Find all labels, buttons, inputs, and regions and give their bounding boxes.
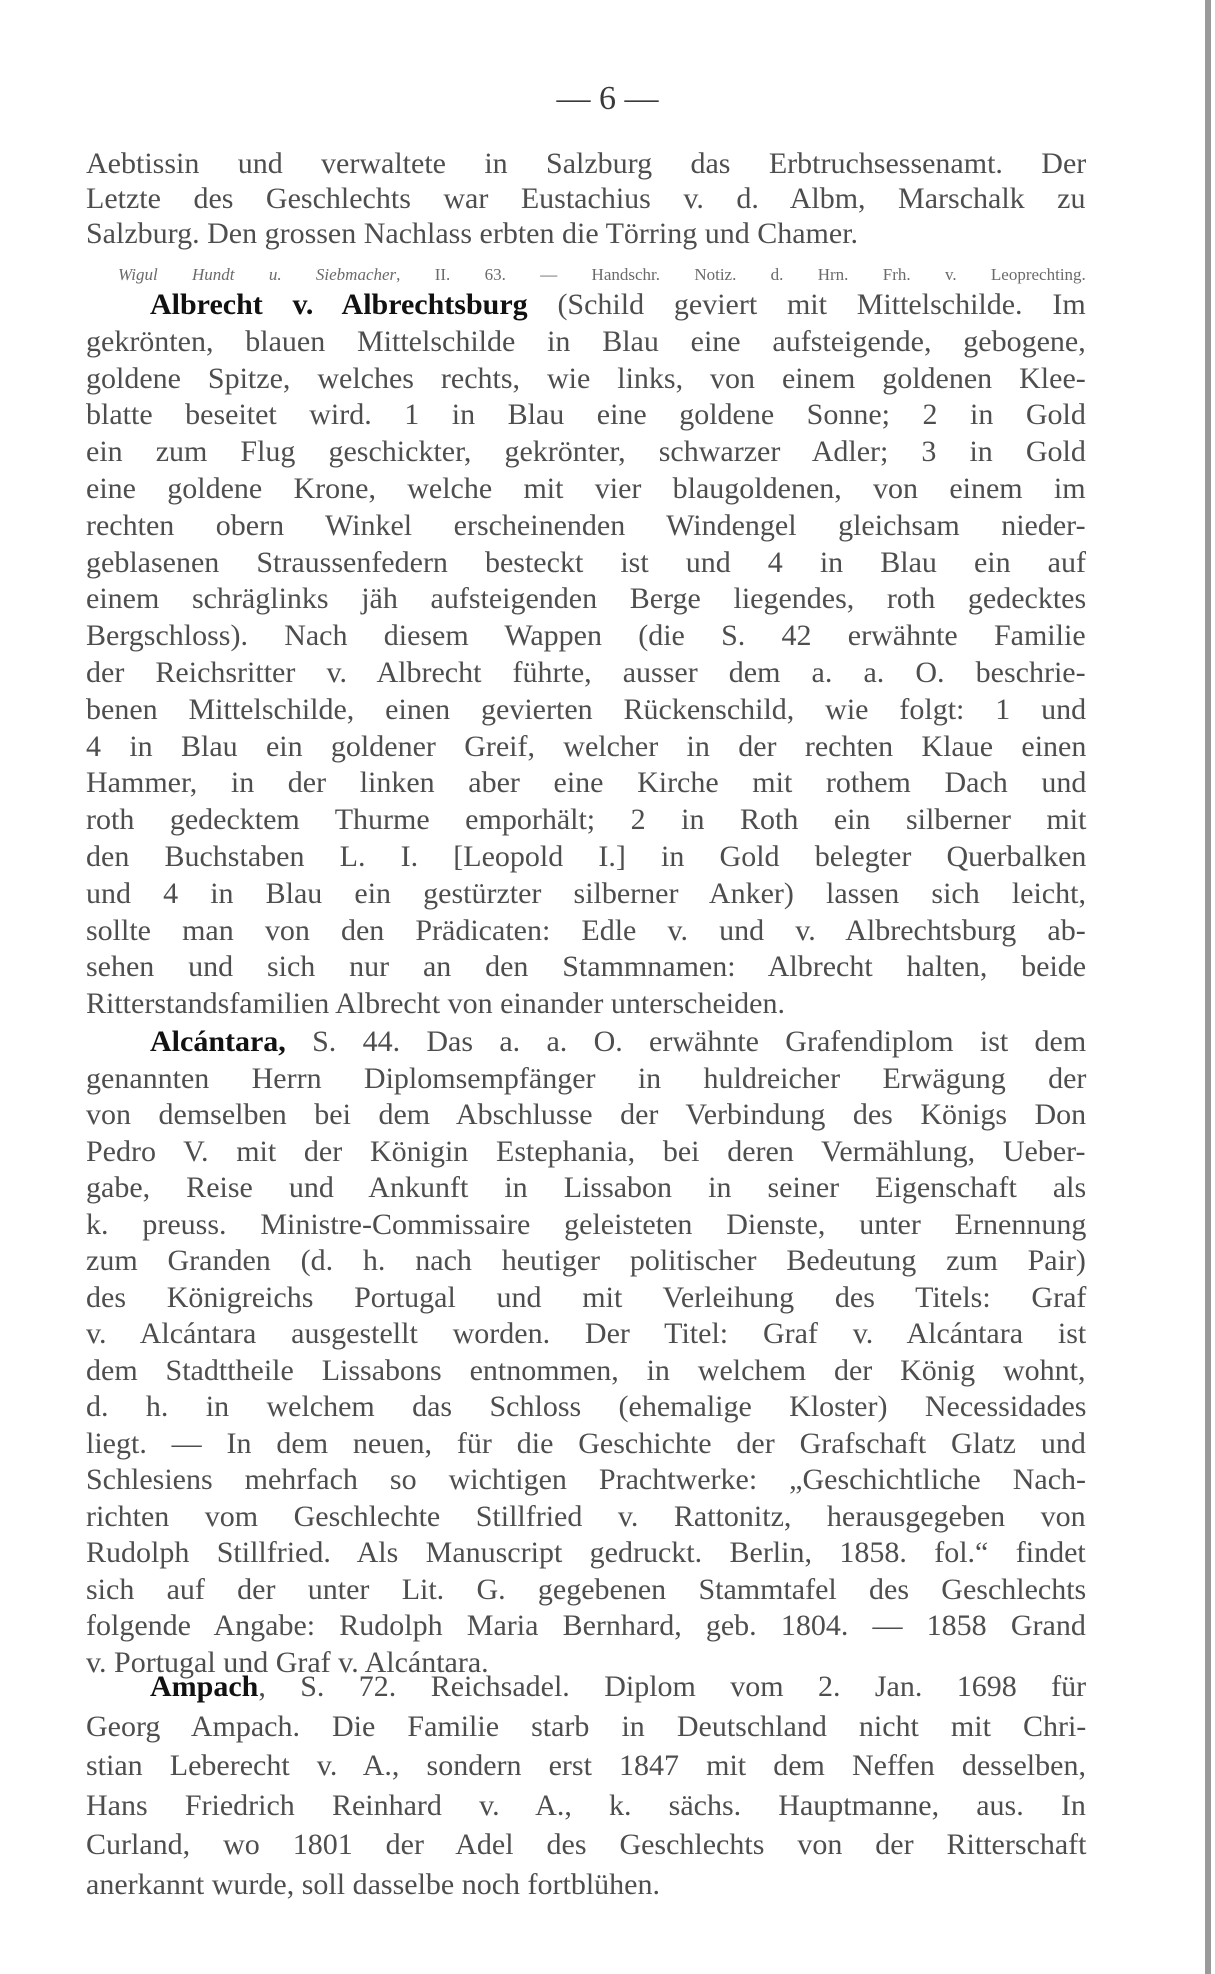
text-line	[86, 1827, 1086, 1863]
line-text: einem schräglinks jäh aufsteigenden Berge liegendes, roth gedecktes	[86, 582, 1087, 616]
text-line	[86, 581, 1086, 617]
text-line	[86, 1426, 1086, 1462]
text-line	[86, 913, 1086, 949]
line-text: ein zum Flug geschickter, gekrönter, schwarzer Adler; 3 in Gold	[86, 435, 1086, 469]
text-line	[86, 471, 1086, 507]
line-text: liegt. — In dem neuen, für die Geschichte der Grafschaft Glatz und	[86, 1426, 1086, 1460]
text-line	[86, 1462, 1086, 1498]
line-text: 4 in Blau ein goldener Greif, welcher in der rechten Klaue einen	[86, 729, 1087, 763]
entry-headword: Alcántara,	[150, 1025, 286, 1058]
text-line	[86, 1608, 1086, 1644]
line-text: genannten Herrn Diplomsempfänger in huldreicher Erwägung der	[86, 1061, 1087, 1095]
line-text: richten vom Geschlechte Stillfried v. Rattonitz, herausgegeben von	[86, 1499, 1086, 1533]
text-line	[86, 361, 1086, 397]
text-line	[86, 1097, 1086, 1133]
text-line	[150, 1024, 1086, 1060]
text-line	[86, 1867, 660, 1903]
text-line	[86, 216, 858, 252]
line-text: gekrönten, blauen Mittelschilde in Blau eine aufsteigende, gebogene,	[86, 324, 1086, 358]
text-line	[86, 876, 1086, 912]
line-text: Hans Friedrich Reinhard v. A., k. sächs. Hauptmanne, aus. In	[86, 1788, 1086, 1822]
text-line	[86, 1061, 1086, 1097]
line-text: und 4 in Blau ein gestürzter silberner Anker) lassen sich leicht,	[86, 876, 1086, 910]
line-text: v. Alcántara ausgestellt worden. Der Titel: Graf v. Alcántara ist	[86, 1317, 1087, 1350]
line-text: goldene Spitze, welches rechts, wie links, von einem goldenen Klee-	[86, 361, 1086, 395]
text-line	[86, 1748, 1086, 1784]
line-text: (Schild geviert mit Mittelschilde. Im	[527, 288, 1086, 321]
line-text: Salzburg. Den grossen Nachlass erbten die Törring und Chamer.	[86, 217, 859, 250]
text-line	[86, 729, 1086, 765]
line-text: d. h. in welchem das Schloss (ehemalige Kloster) Necessidades	[86, 1390, 1087, 1423]
line-text: geblasenen Straussenfedern besteckt ist und 4 in Blau ein auf	[86, 545, 1086, 579]
line-text: sollte man von den Prädicaten: Edle v. und v. Albrechtsburg ab-	[86, 913, 1086, 947]
text-line	[86, 1709, 1086, 1745]
line-text: Schlesiens mehrfach so wichtigen Prachtwerke: „Geschichtliche Nach-	[86, 1463, 1087, 1496]
text-line	[86, 397, 1086, 433]
citation-rest: , II. 63. — Handschr. Notiz. d. Hrn. Frh. v. Leoprechting.	[396, 265, 1086, 284]
text-line	[86, 1572, 1086, 1608]
text-line	[86, 1389, 1086, 1425]
line-text: Rudolph Stillfried. Als Manuscript gedruckt. Berlin, 1858. fol.“ findet	[86, 1536, 1086, 1569]
line-text: benen Mittelschilde, einen gevierten Rückenschild, wie folgt: 1 und	[86, 692, 1087, 726]
line-text: Curland, wo 1801 der Adel des Geschlechts von der Ritterschaft	[86, 1828, 1087, 1862]
text-line	[86, 802, 1086, 838]
line-text: stian Leberecht v. A., sondern erst 1847 mit dem Neffen desselben,	[86, 1749, 1086, 1783]
line-text: den Buchstaben L. I. [Leopold I.] in Gold belegter Querbalken	[86, 840, 1087, 873]
text-line	[86, 508, 1086, 544]
line-text: dem Stadttheile Lissabons entnommen, in welchem der König wohnt,	[86, 1353, 1086, 1387]
line-text: Hammer, in der linken aber eine Kirche mit rothem Dach und	[86, 766, 1087, 800]
line-text: der Reichsritter v. Albrecht führte, ausser dem a. a. O. beschrie-	[86, 656, 1086, 689]
line-text: zum Granden (d. h. nach heutiger politischer Bedeutung zum Pair)	[86, 1244, 1086, 1277]
text-line	[86, 146, 1086, 182]
line-text: folgende Angabe: Rudolph Maria Bernhard, geb. 1804. — 1858 Grand	[86, 1609, 1086, 1642]
line-text: v. Portugal und Graf v. Alcántara.	[86, 1645, 489, 1679]
text-line	[150, 1669, 1086, 1705]
text-line	[86, 1316, 1086, 1352]
line-text: S. 44. Das a. a. O. erwähnte Grafendiplom ist dem	[285, 1025, 1087, 1058]
line-text: sehen und sich nur an den Stammnamen: Albrecht halten, beide	[86, 950, 1087, 984]
line-text: k. preuss. Ministre-Commissaire geleisteten Dienste, unter Ernennung	[86, 1207, 1087, 1241]
line-text: gabe, Reise und Ankunft in Lissabon in seiner Eigenschaft als	[86, 1171, 1087, 1204]
line-text: , S. 72. Reichsadel. Diplom vom 2. Jan. 1698 für	[258, 1670, 1087, 1703]
line-text: Bergschloss). Nach diesem Wappen (die S. 42 erwähnte Familie	[86, 619, 1086, 653]
text-line	[86, 1134, 1086, 1170]
text-line	[86, 545, 1086, 581]
text-line	[86, 765, 1086, 801]
line-text: Ritterstandsfamilien Albrecht von einander unterscheiden.	[86, 987, 785, 1021]
text-line	[86, 1535, 1086, 1571]
line-text: Pedro V. mit der Königin Estephania, bei deren Vermählung, Ueber-	[86, 1134, 1086, 1168]
line-text: rechten obern Winkel erscheinenden Windengel gleichsam nieder-	[86, 508, 1086, 542]
text-line	[86, 949, 1086, 985]
text-line	[150, 287, 1086, 323]
text-line	[86, 434, 1086, 470]
line-text: roth gedecktem Thurme emporhält; 2 in Roth ein silberner mit	[86, 803, 1087, 837]
line-text: Georg Ampach. Die Familie starb in Deutschland nicht mit Chri-	[86, 1709, 1087, 1743]
entry-headword: Ampach	[150, 1670, 259, 1703]
text-line	[86, 1499, 1086, 1535]
text-line	[86, 839, 1086, 875]
text-line	[86, 618, 1086, 654]
text-line	[86, 1207, 1086, 1243]
line-text: Letzte des Geschlechts war Eustachius v. d. Albm, Marschalk zu	[86, 182, 1086, 215]
line-text: sich auf der unter Lit. G. gegebenen Stammtafel des Geschlechts	[86, 1572, 1087, 1606]
text-line	[86, 1170, 1086, 1206]
page-edge	[1205, 0, 1211, 1974]
text-line	[86, 324, 1086, 360]
page-number: — 6 —	[556, 80, 659, 117]
line-text: anerkannt wurde, soll dasselbe noch fortblühen.	[86, 1868, 660, 1901]
entry-headword: Albrecht v. Albrechtsburg	[150, 288, 528, 321]
text-line	[86, 655, 1086, 691]
line-text: des Königreichs Portugal und mit Verleihung des Titels: Graf	[86, 1280, 1087, 1314]
text-line	[86, 692, 1086, 728]
line-text: von demselben bei dem Abschlusse der Verbindung des Königs Don	[86, 1098, 1087, 1131]
text-line	[86, 1243, 1086, 1279]
text-line	[86, 986, 785, 1022]
text-line	[86, 1353, 1086, 1389]
citation-source: Wigul Hundt u. Siebmacher	[118, 265, 397, 284]
text-line	[86, 181, 1086, 217]
line-text: eine goldene Krone, welche mit vier blaugoldenen, von einem im	[86, 472, 1086, 505]
line-text: Aebtissin und verwaltete in Salzburg das Erbtruchsessenamt. Der	[86, 147, 1087, 180]
text-line	[86, 1788, 1086, 1824]
text-line	[86, 1280, 1086, 1316]
line-text: blatte beseitet wird. 1 in Blau eine goldene Sonne; 2 in Gold	[86, 398, 1086, 432]
